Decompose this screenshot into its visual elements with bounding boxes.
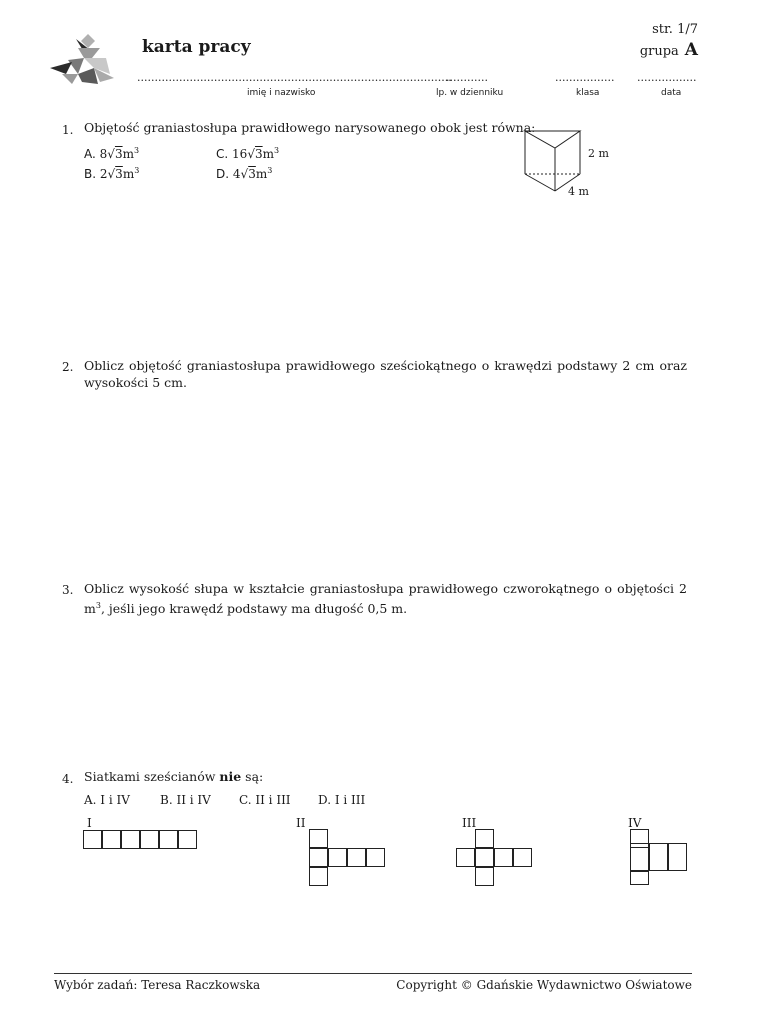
page-number: str. 1/7 — [652, 22, 698, 37]
footer-divider — [54, 973, 692, 974]
question-number: 2. — [62, 360, 74, 374]
question-text: Siatkami sześcianów nie są: — [84, 769, 264, 784]
answer-option-c[interactable]: C. II i III — [239, 793, 291, 807]
net-label: I — [87, 816, 92, 830]
question-text: Oblicz objętość graniastosłupa prawidłowego sześciokątnego o krawędzi podstawy 2 cm oraz wysokości 5 cm. — [84, 358, 687, 390]
prism-edge-label: 4 m — [568, 185, 589, 198]
net-label: IV — [628, 816, 642, 830]
group-value: A — [684, 40, 698, 60]
worksheet-title: karta pracy — [142, 37, 251, 57]
answer-option-a[interactable]: A. $8√3m^3$ — [84, 146, 140, 161]
answer-option-d[interactable]: D. $4√3m^3$ — [216, 166, 273, 181]
prism-height-label: 2 m — [588, 147, 609, 160]
date-field-label: data — [661, 88, 682, 98]
answer-option-b[interactable]: B. $2√3m^3$ — [84, 166, 140, 181]
answer-option-a[interactable]: A. I i IV — [84, 793, 130, 807]
date-field[interactable]: ................. — [637, 71, 697, 84]
question-text: Objętość graniastosłupa prawidłowego narysowanego obok jest równa: — [84, 120, 536, 135]
question-text: Oblicz wysokość słupa w kształcie graniastosłupa prawidłowego czworokątnego o objętości 2 $m^3$, jeśli jego krawędź podstawy ma długość 0,5 m. — [84, 581, 687, 617]
publisher-logo — [48, 34, 114, 86]
footer-copyright: Copyright © Gdańskie Wydawnictwo Oświatowe — [396, 978, 692, 992]
question-number: 1. — [62, 123, 74, 137]
answer-option-d[interactable]: D. I i III — [318, 793, 366, 807]
question-number: 4. — [62, 772, 74, 786]
group-label: grupa — [639, 44, 679, 59]
answer-option-c[interactable]: C. $16√3m^3$ — [216, 146, 280, 161]
class-field[interactable]: ................. — [555, 71, 615, 84]
roll-number-field[interactable]: ............ — [446, 71, 488, 84]
net-label: II — [296, 816, 306, 830]
name-field[interactable]: .......................................................................................... — [137, 71, 452, 84]
net-label: III — [462, 816, 477, 830]
question-number: 3. — [62, 583, 74, 597]
group-indicator — [640, 40, 698, 60]
roll-number-field-label: lp. w dzienniku — [436, 88, 504, 98]
name-field-label: imię i nazwisko — [247, 88, 316, 98]
class-field-label: klasa — [576, 88, 600, 98]
answer-option-b[interactable]: B. II i IV — [160, 793, 211, 807]
footer-author: Wybór zadań: Teresa Raczkowska — [54, 978, 261, 992]
